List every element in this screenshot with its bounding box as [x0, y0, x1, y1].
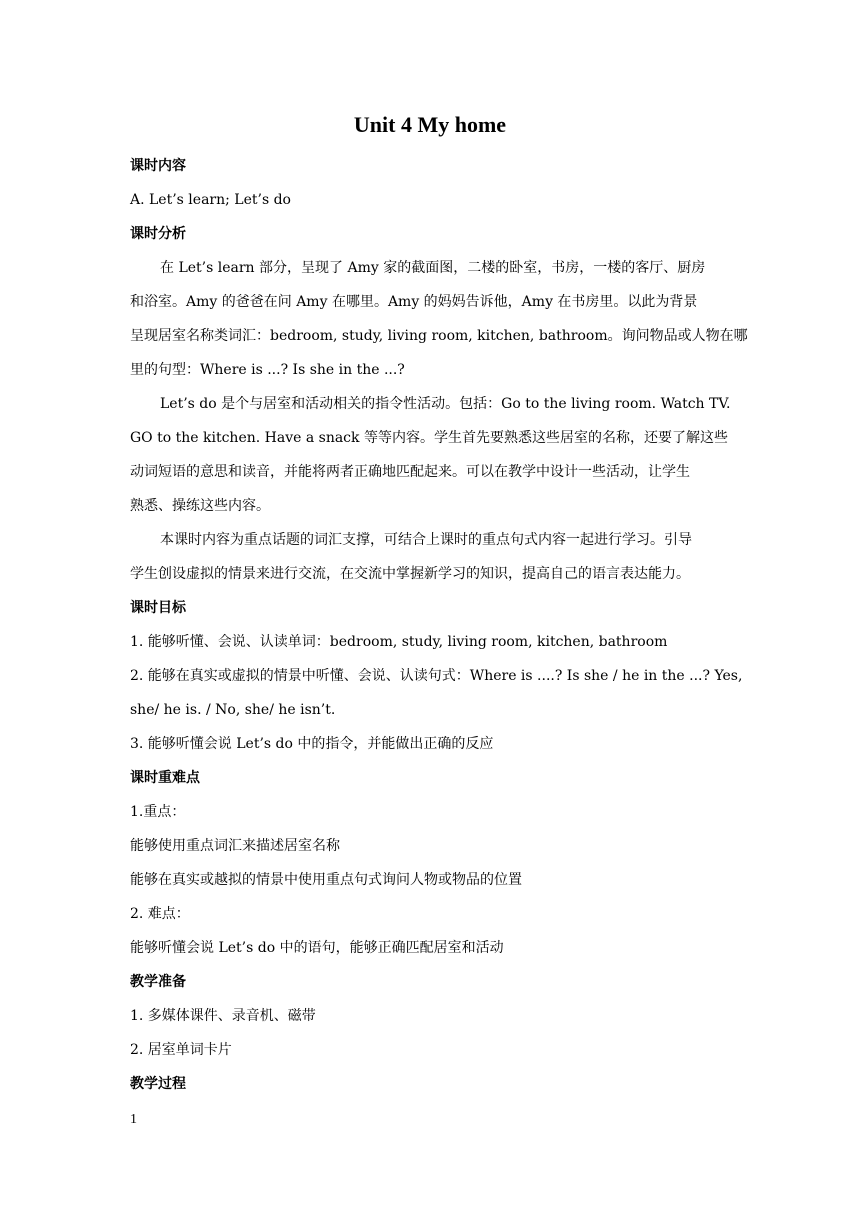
goal-item: 2. 能够在真实或虚拟的情景中听懂、会说、认读句式：Where is ....? Is she / he in the ...? Yes, [130, 668, 743, 684]
analysis-p3-line: 本课时内容为重点话题的词汇支撑，可结合上课时的重点句式内容一起进行学习。引导 [160, 532, 692, 548]
analysis-p2-line: Let’s do 是个与居室和活动相关的指令性活动。包括：Go to the living room. Watch TV. [160, 396, 731, 412]
analysis-p3-line: 学生创设虚拟的情景来进行交流，在交流中掌握新学习的知识，提高自己的语言表达能力。 [130, 566, 690, 582]
key-point-line: 能够听懂会说 Let’s do 中的语句，能够正确匹配居室和活动 [130, 940, 504, 956]
lesson-content-text: A. Let’s learn; Let’s do [130, 192, 291, 208]
prep-item: 2. 居室单词卡片 [130, 1042, 232, 1058]
key-point-line: 1.重点： [130, 804, 186, 820]
analysis-p2-line: 动词短语的意思和读音，并能将两者正确地匹配起来。可以在教学中设计一些活动，让学生 [130, 464, 690, 480]
key-point-line: 2. 难点： [130, 906, 190, 922]
analysis-p1-line: 呈现居室名称类词汇：bedroom, study, living room, kitchen, bathroom。询问物品或人物在哪 [130, 328, 748, 344]
analysis-p1-line: 里的句型：Where is ...? Is she in the ...? [130, 362, 405, 378]
key-point-line: 能够使用重点词汇来描述居室名称 [130, 838, 340, 854]
heading-teaching-prep: 教学准备 [130, 974, 186, 990]
page-number: 1 [130, 1112, 137, 1127]
heading-lesson-goals: 课时目标 [130, 600, 186, 616]
analysis-p1-line: 和浴室。Amy 的爸爸在问 Amy 在哪里。Amy 的妈妈告诉他，Amy 在书房里。以此为背景 [130, 294, 698, 310]
heading-key-points: 课时重难点 [130, 770, 200, 786]
heading-lesson-content: 课时内容 [130, 158, 186, 174]
goal-item-continued: she/ he is. / No, she/ he isn’t. [130, 702, 336, 718]
heading-lesson-analysis: 课时分析 [130, 226, 186, 242]
goal-item: 1. 能够听懂、会说、认读单词：bedroom, study, living room, kitchen, bathroom [130, 634, 668, 650]
page-title: Unit 4 My home [353, 112, 507, 137]
heading-teaching-process: 教学过程 [130, 1076, 186, 1092]
key-point-line: 能够在真实或越拟的情景中使用重点句式询问人物或物品的位置 [130, 872, 522, 888]
analysis-p1-line: 在 Let’s learn 部分，呈现了 Amy 家的截面图，二楼的卧室，书房，一楼的客厅、厨房 [160, 260, 706, 276]
prep-item: 1. 多媒体课件、录音机、磁带 [130, 1008, 316, 1024]
analysis-p2-line: 熟悉、操练这些内容。 [130, 498, 270, 514]
goal-item: 3. 能够听懂会说 Let’s do 中的指令，并能做出正确的反应 [130, 736, 494, 752]
analysis-p2-line: GO to the kitchen. Have a snack 等等内容。学生首先要熟悉这些居室的名称，还要了解这些 [130, 430, 728, 446]
